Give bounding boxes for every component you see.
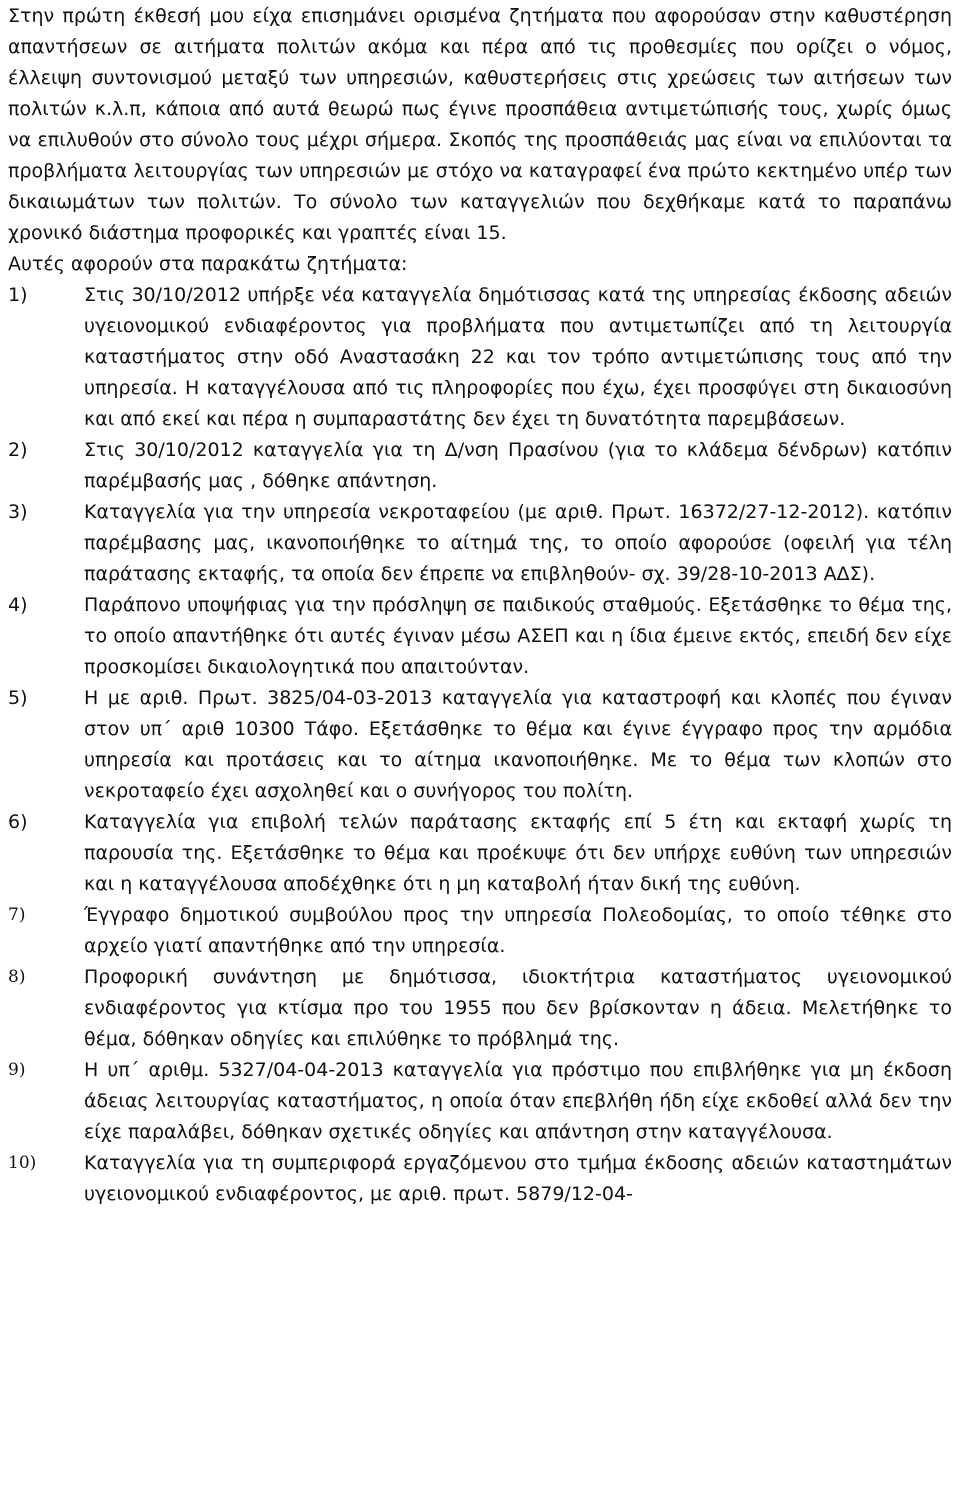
- item-number: 1): [8, 284, 28, 306]
- item-text: Η με αριθ. Πρωτ. 3825/04-03-2013 καταγγελία για καταστροφή και κλοπές που έγιναν στον υπ΄ αριθ 10300 Τάφο. Εξετάσθηκε το θέμα και έγινε έγγραφο προς την αρμόδια υπηρεσία και προτάσεις και το αίτημα ικανοποιήθηκε. Με το θέμα των κλοπών στο νεκροταφείο έχει ασχοληθεί και ο συνήγορος του πολίτη.: [84, 687, 952, 802]
- item-text: Καταγγελία για τη συμπεριφορά εργαζόμενου στο τμήμα έκδοσης αδειών καταστημάτων υγειονομικού ενδιαφέροντος, με αριθ. πρωτ. 5879/12-04-: [84, 1152, 952, 1205]
- item-number: 4): [8, 594, 28, 616]
- list-intro: Αυτές αφορούν στα παρακάτω ζητήματα:: [8, 253, 408, 275]
- item-text: Καταγγελία για την υπηρεσία νεκροταφείου (με αριθ. Πρωτ. 16372/27-12-2012). κατόπιν παρέμβασης μας, ικανοποιήθηκε το αίτημά της, το οποίο αφορούσε (οφειλή για τέλη παράτασης εκταφής, τα οποία δεν έπρεπε να επιβληθούν- σχ. 39/28-10-2013 ΑΔΣ).: [84, 501, 952, 585]
- item-text: Η υπ΄ αριθμ. 5327/04-04-2013 καταγγελία για πρόστιμο που επιβλήθηκε για μη έκδοση άδειας λειτουργίας καταστήματος, η οποία όταν επεβλήθη ήδη είχε εκδοθεί αλλά δεν την είχε παραλάβει, δόθηκαν σχετικές οδηγίες και απάντηση στην καταγγέλουσα.: [84, 1059, 952, 1143]
- list-item: [8, 962, 952, 1055]
- list-item: [8, 590, 952, 683]
- item-number: 3): [8, 501, 28, 523]
- item-number: 8): [8, 967, 26, 987]
- item-number: 7): [8, 905, 26, 925]
- item-text: Έγγραφο δημοτικού συμβούλου προς την υπηρεσία Πολεοδομίας, το οποίο τέθηκε στο αρχείο γιατί απαντήθηκε από την υπηρεσία.: [84, 904, 952, 957]
- item-number: 2): [8, 439, 28, 461]
- item-number: 5): [8, 687, 28, 709]
- item-number: 9): [8, 1060, 26, 1080]
- item-text: Προφορική συνάντηση με δημότισσα, ιδιοκτήτρια καταστήματος υγειονομικού ενδιαφέροντος για κτίσμα προ του 1955 που δεν βρίσκονταν η άδεια. Μελετήθηκε το θέμα, δόθηκαν οδηγίες και επιλύθηκε το πρόβλημά της.: [84, 966, 952, 1050]
- list-item: [8, 807, 952, 900]
- list-item: [8, 1148, 952, 1210]
- item-number: 10): [8, 1153, 37, 1173]
- item-text: Στις 30/10/2012 υπήρξε νέα καταγγελία δημότισσας κατά της υπηρεσίας έκδοσης αδειών υγειονομικού ενδιαφέροντος για προβλήματα που αντιμετωπίζει από τη λειτουργία καταστήματος στην οδό Αναστασάκη 22 και τον τρόπο αντιμετώπισης τους από την υπηρεσία. Η καταγγέλουσα από τις πληροφορίες που έχω, έχει προσφύγει στη δικαιοσύνη και από εκεί και πέρα η συμπαραστάτης δεν έχει τη δυνατότητα παρεμβάσεων.: [84, 284, 952, 430]
- item-text: Παράπονο υποψήφιας για την πρόσληψη σε παιδικούς σταθμούς. Εξετάσθηκε το θέμα της, το οποίο απαντήθηκε ότι αυτές έγιναν μέσω ΑΣΕΠ και η ίδια έμεινε εκτός, επειδή δεν είχε προσκομίσει δικαιολογητικά που απαιτούνταν.: [84, 594, 952, 678]
- item-text: Καταγγελία για επιβολή τελών παράτασης εκταφής επί 5 έτη και εκταφή χωρίς τη παρουσία της. Εξετάσθηκε το θέμα και προέκυψε ότι δεν υπήρχε ευθύνη των υπηρεσιών και η καταγγέλουσα αποδέχθηκε ότι η μη καταβολή ήταν δική της ευθύνη.: [84, 811, 952, 895]
- list-item: [8, 683, 952, 807]
- list-item: [8, 497, 952, 590]
- list-item: [8, 1055, 952, 1148]
- item-text: Στις 30/10/2012 καταγγελία για τη Δ/νση Πρασίνου (για το κλάδεμα δένδρων) κατόπιν παρέμβασής μας , δόθηκε απάντηση.: [84, 439, 952, 492]
- item-number: 6): [8, 811, 28, 833]
- issues-list: [8, 280, 952, 1210]
- intro-paragraph: Στην πρώτη έκθεσή μου είχα επισημάνει ορισμένα ζητήματα που αφορούσαν στην καθυστέρηση απαντήσεων σε αιτήματα πολιτών ακόμα και πέρα από τις προθεσμίες που ορίζει ο νόμος, έλλειψη συντονισμού μεταξύ των υπηρεσιών, καθυστερήσεις στις χρεώσεις των αιτήσεων των πολιτών κ.λ.π, κάποια από αυτά θεωρώ πως έγινε προσπάθεια αντιμετώπισής τους, χωρίς όμως να επιλυθούν στο σύνολο τους μέχρι σήμερα. Σκοπός της προσπάθειάς μας είναι να επιλύονται τα προβλήματα λειτουργίας των υπηρεσιών με στόχο να καταγραφεί ένα πρώτο κεκτημένο υπέρ των δικαιωμάτων των πολιτών. Το σύνολο των καταγγελιών που δεχθήκαμε κατά το παραπάνω χρονικό διάστημα προφορικές και γραπτές είναι 15.: [8, 5, 952, 244]
- list-item: [8, 435, 952, 497]
- list-item: [8, 900, 952, 962]
- list-item: [8, 280, 952, 435]
